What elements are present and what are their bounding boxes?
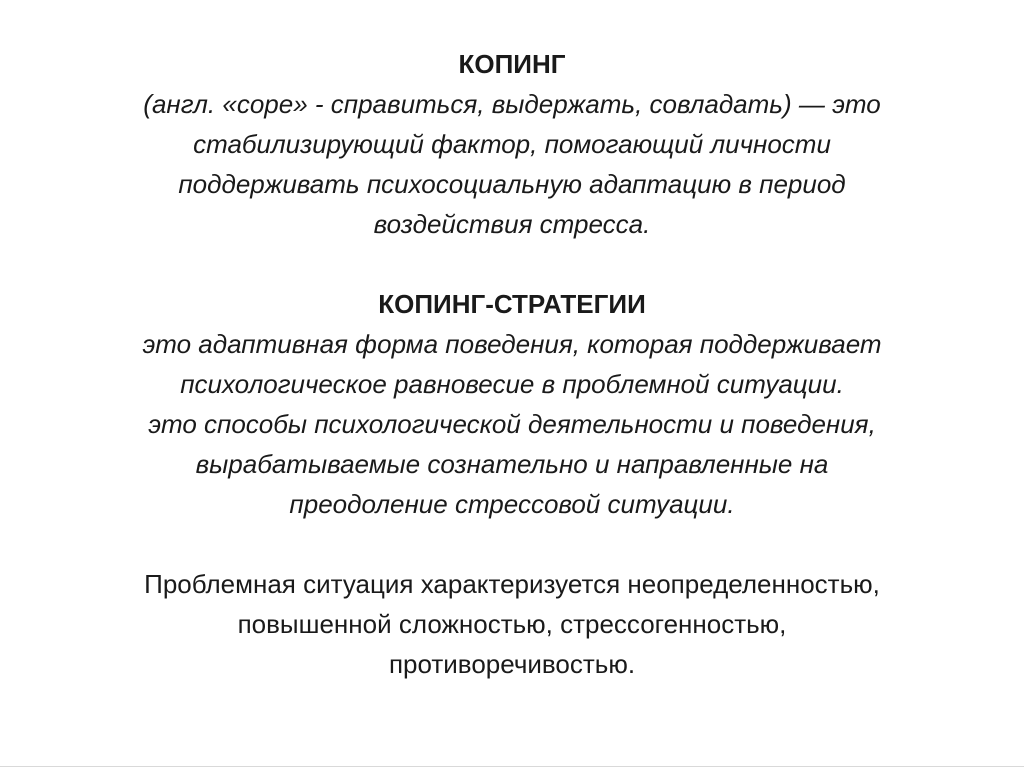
spacer — [0, 524, 1024, 564]
problem-situation-line: Проблемная ситуация характеризуется неопределенностью, — [144, 569, 880, 599]
coping-strategies-line: это способы психологической деятельности и поведения, — [148, 409, 876, 439]
coping-definition — [0, 84, 1024, 244]
coping-strategies-definition — [0, 324, 1024, 524]
coping-definition-line: стабилизирующий фактор, помогающий личности — [193, 129, 831, 159]
coping-definition-line: (англ. «соре» - справиться, выдержать, совладать) — это — [143, 89, 881, 119]
problem-situation-line: противоречивостью. — [388, 649, 636, 679]
coping-title: КОПИНГ — [458, 49, 566, 79]
coping-strategies-title: КОПИНГ-СТРАТЕГИИ — [378, 289, 646, 319]
coping-strategies-line: преодоление стрессовой ситуации. — [289, 489, 735, 519]
coping-definition-line: поддерживать психосоциальную адаптацию в период — [178, 169, 846, 199]
problem-situation-text — [0, 564, 1024, 684]
spacer — [0, 244, 1024, 284]
problem-situation-line: повышенной сложностью, стрессогенностью, — [237, 609, 787, 639]
coping-definition-line: воздействия стресса. — [373, 209, 651, 239]
coping-strategies-line: вырабатываемые сознательно и направленные на — [195, 449, 829, 479]
coping-strategies-line: это адаптивная форма поведения, которая поддерживает — [142, 329, 882, 359]
slide-content — [0, 44, 1024, 684]
coping-strategies-line: психологическое равновесие в проблемной ситуации. — [180, 369, 844, 399]
